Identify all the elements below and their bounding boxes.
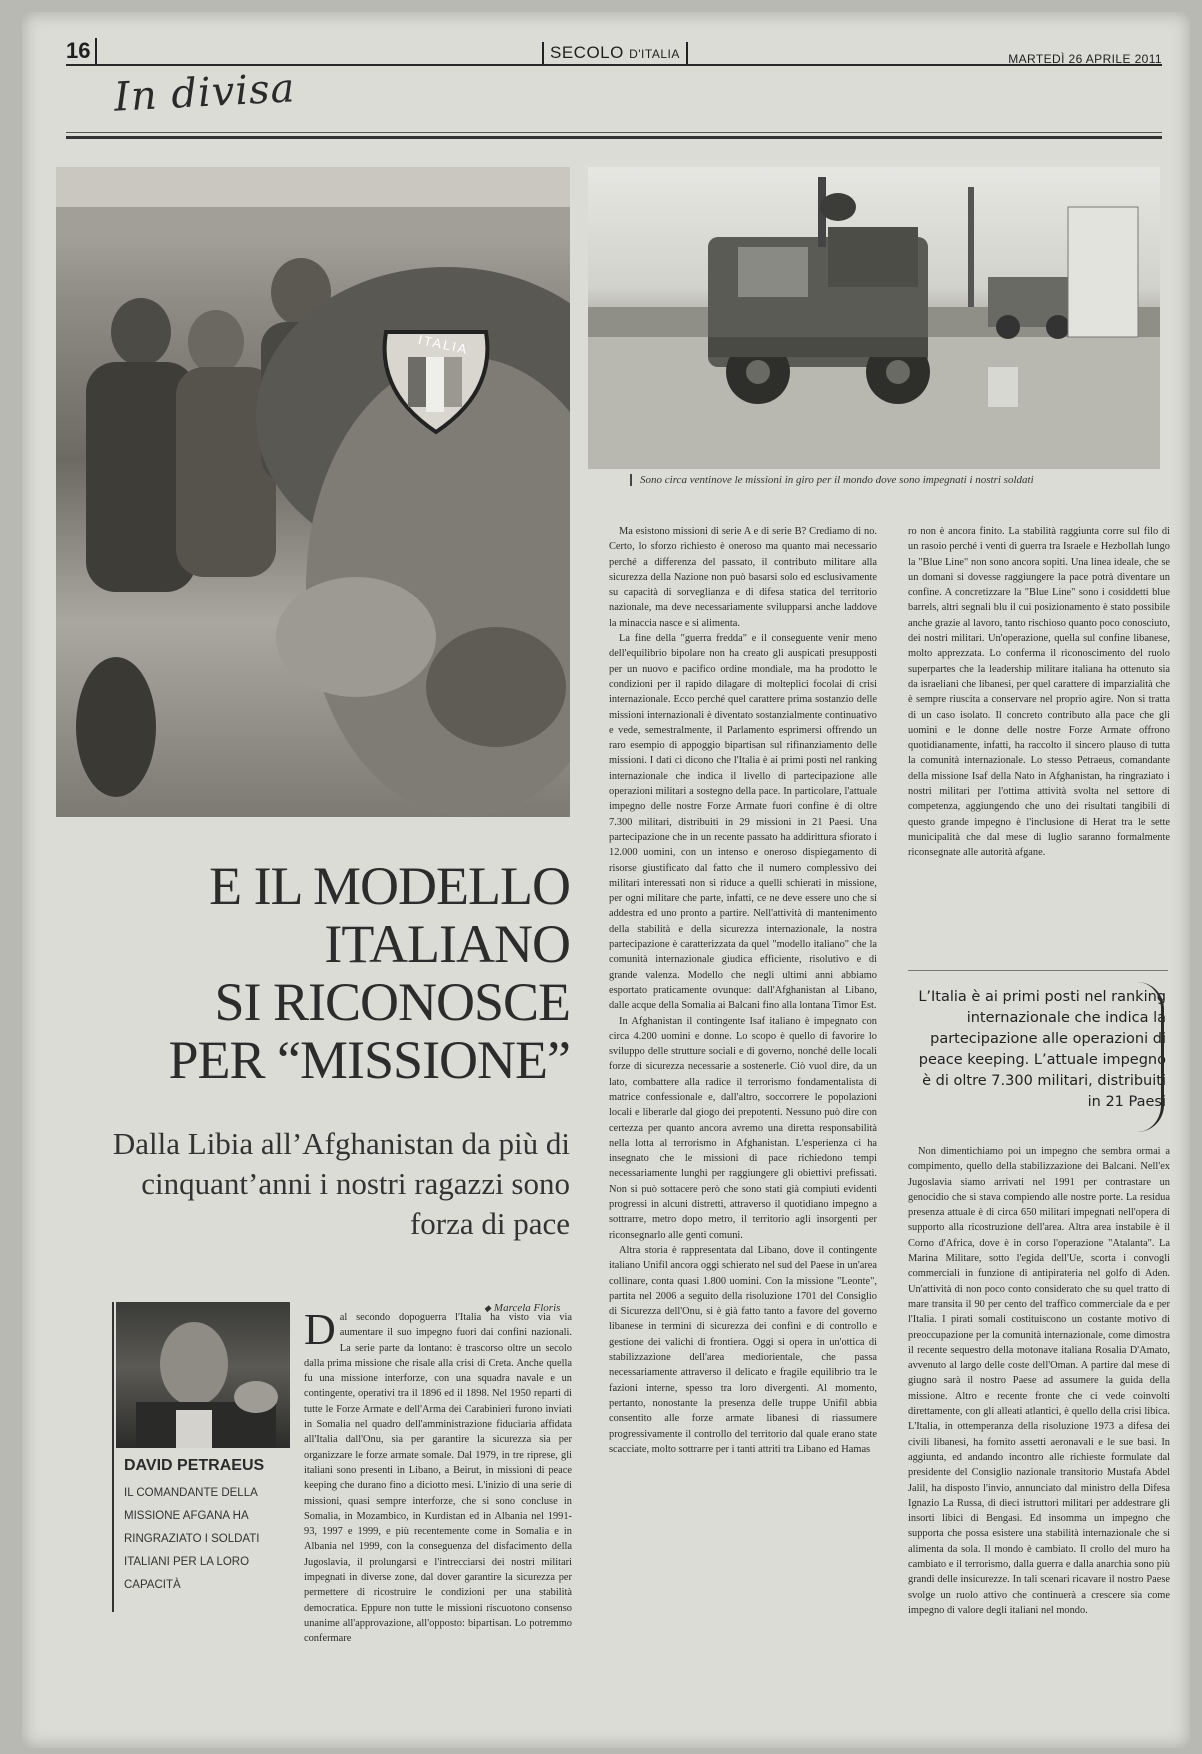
article-paragraph: Non dimentichiamo poi un impegno che sembra ormai a compimento, quello della stabilizzazione dei Balcani. Nell'ex Jugoslavia siamo arrivati nel 1991 per contrastare un genocidio che si stava compiendo alle nostre porte. La residua presenza attuale è di circa 650 militari impegnati nell'opera di supporto alla ricostruzione dell'area. Altra area instabile è il Corno d'Africa, dove è in corso l'operazione "Atalanta". La Marina Militare, sotto l'egida dell'Ue, scorta i convogli commerciali in funzione di antipirateria nel golfo di Aden. Un'attività di non poco conto considerato che su quel tratto di mare transita il 90 per cento del traffico commerciale da e per l'Italia. I pirati somali costituiscono un costante motivo di preoccupazione per la comunità internazionale, come dimostra il recente sequestro della motonave italiana Rosalia D'Amato, avvenuto al largo delle coste dell'Oman. A partire dal mese di giugno sarà il nostro Paese ad assumere la guida della missione. Altro e recente fronte che ci vede coinvolti direttamente, con gli alleati atlantici, è quello della crisi libica. L'Italia, in ottemperanza della risoluzione 1973 a difesa dei civili libanesi, ha fornito assetti aeronavali e le sue basi. In aggiunta, ed andando incontro alle richieste formulate dal presidente del Consiglio nazionale transitorio Mustafa Abdel Jalil, ha disposto l'invio, annunciato dal ministro della Difesa Ignazio La Russa, di dieci istruttori militari per addestrare gli insorti libici di Bengasi. Ed insomma un impegno che supporta che possa esistere una stabilità internazionale che si alimenta da sola. Il mondo è cambiato. Il crollo del muro ha cambiato e il terrorismo, dalla guerra e dalla anarchia sono più grandi delle insicurezze. In tali scenari ricavare il nostro Paese svolge un ruolo attivo che continuerà a crescere sia come impegno di valore degli italiani nel mondo. bbox=[908, 1146, 1170, 1616]
section-title: In divisa bbox=[112, 65, 297, 121]
pullquote-rule bbox=[908, 970, 1168, 971]
masthead-main: SECOLO bbox=[550, 43, 630, 62]
article-paragraph: Altra storia è rappresentata dal Libano, dove il contingente italiano Unifil ancora oggi schierato nel sud del Paese in un'area collinare, conta quasi 1.800 uomini. Con la missione "Leonte", partita nel 2006 a seguito della risoluzione 1701 del Consiglio di Sicurezza dell'Onu, si è già fatto tanto a favore del governo libanese in termini di sicurezza dei confini e di controllo e gestione dei valichi di frontiera. Oggi si opera in un'ottica di stabilizzazione dell'area mediorientale, che passa necessariamente attraverso il delicato e fragile equilibrio tra le fazioni interne, spesso tra loro divergenti. Al momento, pertanto, nonostante la presenza delle truppe Unifil abbia consentito alle forze armate libanesi di riassumere progressivamente il controllo del territorio dal quale erano state scacciate, molto sottrarre per i tanti attriti tra Libano ed Hamas bbox=[609, 1244, 877, 1455]
headline-line: ITALIANO bbox=[324, 914, 570, 974]
pullquote: L’Italia è ai primi posti nel ranking internazionale che indica la partecipazione alle operazioni di peace keeping. L’attuale impegno è di oltre 7.300 militari, distribuiti in 21 Paesi bbox=[918, 989, 1166, 1110]
article-paragraph: In Afghanistan il contingente Isaf italiano è impegnato con circa 4.200 uomini e donne. Lo scopo è quello di favorire lo sviluppo delle strutture sociali e di governo, nonché delle locali forze di sicurezza necessarie a sostenerle. Ciò vuol dire, da un lato, combattere alla radice il terrorismo fondamentalista di matrice confessionale e, dall'altro, soccorrere le popolazioni locali e liberarle dal giogo dei prepotenti. Nessuno può dire con certezza per quanto ancora avremo una diretta responsabilità nella lotta al terrorismo in Afghanistan. L'esperienza ci ha insegnato che le missioni di pace richiedono tempi necessariamente lunghi per raggiungere gli obiettivi prefissati. Non si può sottacere però che sono stati già compiuti evidenti progressi in alcuni distretti, attraverso il quotidiano impegno a sottrarre, metro dopo metro, il territorio agli insorgenti per riconsegnarlo alle genti comuni. bbox=[609, 1015, 877, 1241]
patch-text: ITALIA bbox=[416, 331, 470, 358]
headline bbox=[102, 857, 570, 1089]
pullquote-bracket bbox=[1137, 982, 1164, 1132]
article-column-3-top bbox=[908, 524, 1170, 957]
dateline: MARTEDÌ 26 APRILE 2011 bbox=[1008, 52, 1162, 66]
header-rule-thin bbox=[66, 132, 1162, 133]
sidebar-text: IL COMANDANTE DELLA MISSIONE AFGANA HA RINGRAZIATO I SOLDATI ITALIANI PER LA LORO CAPACITÀ bbox=[124, 1487, 260, 1591]
byline-diamond-icon: ◆ bbox=[484, 1303, 491, 1313]
portrait-photo bbox=[116, 1302, 290, 1448]
article-paragraph bbox=[304, 1310, 572, 1647]
headline-line: E IL MODELLO bbox=[209, 856, 570, 916]
headline-line: SI RICONOSCE bbox=[214, 972, 570, 1032]
photo-military-vehicles-drawing bbox=[588, 167, 1160, 469]
header-rule-thick bbox=[66, 136, 1162, 139]
header-rule bbox=[66, 64, 1162, 66]
headline-line: PER “MISSIONE” bbox=[168, 1030, 570, 1090]
sidebar-box bbox=[112, 1302, 290, 1612]
drop-cap: D bbox=[304, 1310, 336, 1354]
subheadline: Dalla Libia all’Afghanistan da più di cinquant’anni i nostri ragazzi sono forza di pace bbox=[112, 1126, 570, 1241]
page-number: 16 bbox=[66, 38, 97, 64]
article-paragraph: La fine della "guerra fredda" e il conseguente venir meno dell'equilibrio bipolare non ha creato gli auspicati presupposti per un nuovo e pacifico ordine mondiale, ma ha prodotto le condizioni per il rapido dilagare di molteplici focolai di crisi internazionale. Ecco perché quel carattere prima sostanzio delle missioni internazionali è diventato sostanzialmente continuativo e vede, semestralmente, il Parlamento esprimersi offrendo un raro esempio di appoggio bipartisan sul rifinanziamento delle missioni. I dati ci dicono che l'Italia è ai primi posti nel ranking internazionale che indica il livello di partecipazione alle operazioni militari a sostegno della pace. In particolare, l'attuale impegno delle nostre Forze Armate fuori confine è di oltre 7.300 militari, distribuiti in 29 missioni in 21 Paesi. Una partecipazione che in un recente passato ha addirittura sfiorato i 12.000 uomini, con un intenso e oneroso dispiegamento di risorse giustificato dal fatto che il numero complessivo dei militari interessati non si riduce a quelli schierati in missione, per ogni militare che parte, infatti, ce ne deve essere uno che si addestra ed uno pronto a partire. Nell'attività di mantenimento della stabilità e della sicurezza internazionale, la nostra partecipazione è caratterizzata da quel "modello italiano" che la comunità internazionale giudica efficiente, risolutivo e di grande valenza. Modello che negli ultimi anni abbiamo esportato praticamente ovunque: dall'Afghanistan al Libano, dalle acque della Somalia ai Balcani fino alla lontana Timor Est. bbox=[609, 633, 877, 1012]
photo-caption: Sono circa ventinove le missioni in giro per il mondo dove sono impegnati i nostri soldati bbox=[630, 474, 1170, 486]
article-paragraph: Ma esistono missioni di serie A e di serie B? Crediamo di no. Certo, lo sforzo richiesto è oneroso ma quanto mai necessario perché a differenza del passato, il contributo militare alla sicurezza della Nazione non può basarsi solo ed esclusivamente su capacità di sorveglianza e di difesa statica del territorio nazionale, ma deve necessariamente svilupparsi anche laddove la minaccia nasce e si alimenta. bbox=[609, 526, 877, 629]
byline-author: Marcela Floris bbox=[493, 1302, 561, 1314]
photo-soldier-children bbox=[56, 167, 570, 817]
sidebar-name: DAVID PETRAEUS bbox=[124, 1457, 265, 1474]
article-column-1 bbox=[304, 1310, 572, 1730]
article-column-3-bottom bbox=[908, 1144, 1170, 1732]
masthead-small: D'ITALIA bbox=[629, 47, 680, 61]
masthead bbox=[542, 42, 688, 65]
photo-soldier-children-drawing bbox=[56, 167, 570, 817]
newspaper-page bbox=[22, 12, 1190, 1748]
article-column-2 bbox=[609, 524, 877, 1732]
article-paragraph: ro non è ancora finito. La stabilità raggiunta corre sul filo di un rasoio perché i venti di guerra tra Israele e Hezbollah lungo la "Blue Line" non sono ancora sopiti. Una linea ideale, che se un domani si dovesse raggiungere la pace potrà diventare un confine. A concretizzare la "Blue Line" sono i cosiddetti blue barrels, altri segnali blu il cui posizionamento è stato possibile anche grazie al lavoro, tanto rischioso quanto poco conosciuto, dei nostri militari. Un'operazione, quella sul confine libanese, molto apprezzata. Lo conferma il riconoscimento del ruolo superpartes che la leadership militare italiana ha ottenuto sia da israeliani che libanesi, per quel carattere di imparzialità che è sempre riuscita a conservare nel proprio agire. Non si tratta di un caso isolato. Il concreto contributo alla pace che gli uomini e le donne delle nostre Forze Armate offrono quotidianamente, infatti, ha raccolto il sincero plauso di tutta la comunità internazionale. Lo stesso Petraeus, comandante della missione Isaf della Nato in Afghanistan, ha ringraziato i nostri militari per l'ottima attività svolta nel settore di competenza, aggiungendo che uno dei risultati tangibili di questo grande impegno è l'inclusione di Herat tra le sette municipalità che dal mese di luglio saranno formalmente riconsegnate alle autorità afgane. bbox=[908, 526, 1170, 859]
paragraph-text: al secondo dopoguerra l'Italia ha visto via via aumentare il suo impegno fuori dai confini nazionali. La serie parte da lontano: è trascorso oltre un secolo dalla prima missione che risale alla crisi di Creta. Anche quella fu una missione interforze, con una squadra navale e un contingente, operativi tra il 1896 ed il 1898. Nel 1950 reparti di tutte le Forze Armate e dell'Arma dei Carabinieri furono inviati in Somalia nel quadro dell'amministrazione fiduciaria affidata all'Italia dall'Onu, sia per garantire la sicurezza sia per organizzare le forze armate somale. Dal 1979, in tre riprese, gli italiani sono presenti in Libano, a Beirut, in missioni di peace keeping che durano fino a diciotto mesi. L'inizio di una serie di missioni, quasi sempre interforze, che si sono concluse in Somalia, in Mozambico, in Kurdistan ed in Albania nel 1991-93, 1997 e 1999, e più recentemente come in Somalia e in Albania nel 1999, con la conseguenza del disfacimento della Jugoslavia, il prolungarsi e l'intrecciarsi dei nostri militari impegnati in diverse zone, dal dover garantire la sicurezza per permettere di ricostruire le condizioni per una stabilità democratica. Eppure non tutte le missioni riscuotono consenso unanime all'approvazione, all'opposto: bipartisan. Lo potremmo confermare bbox=[304, 1312, 572, 1645]
photo-military-vehicles bbox=[588, 167, 1160, 469]
portrait-drawing bbox=[116, 1302, 290, 1448]
